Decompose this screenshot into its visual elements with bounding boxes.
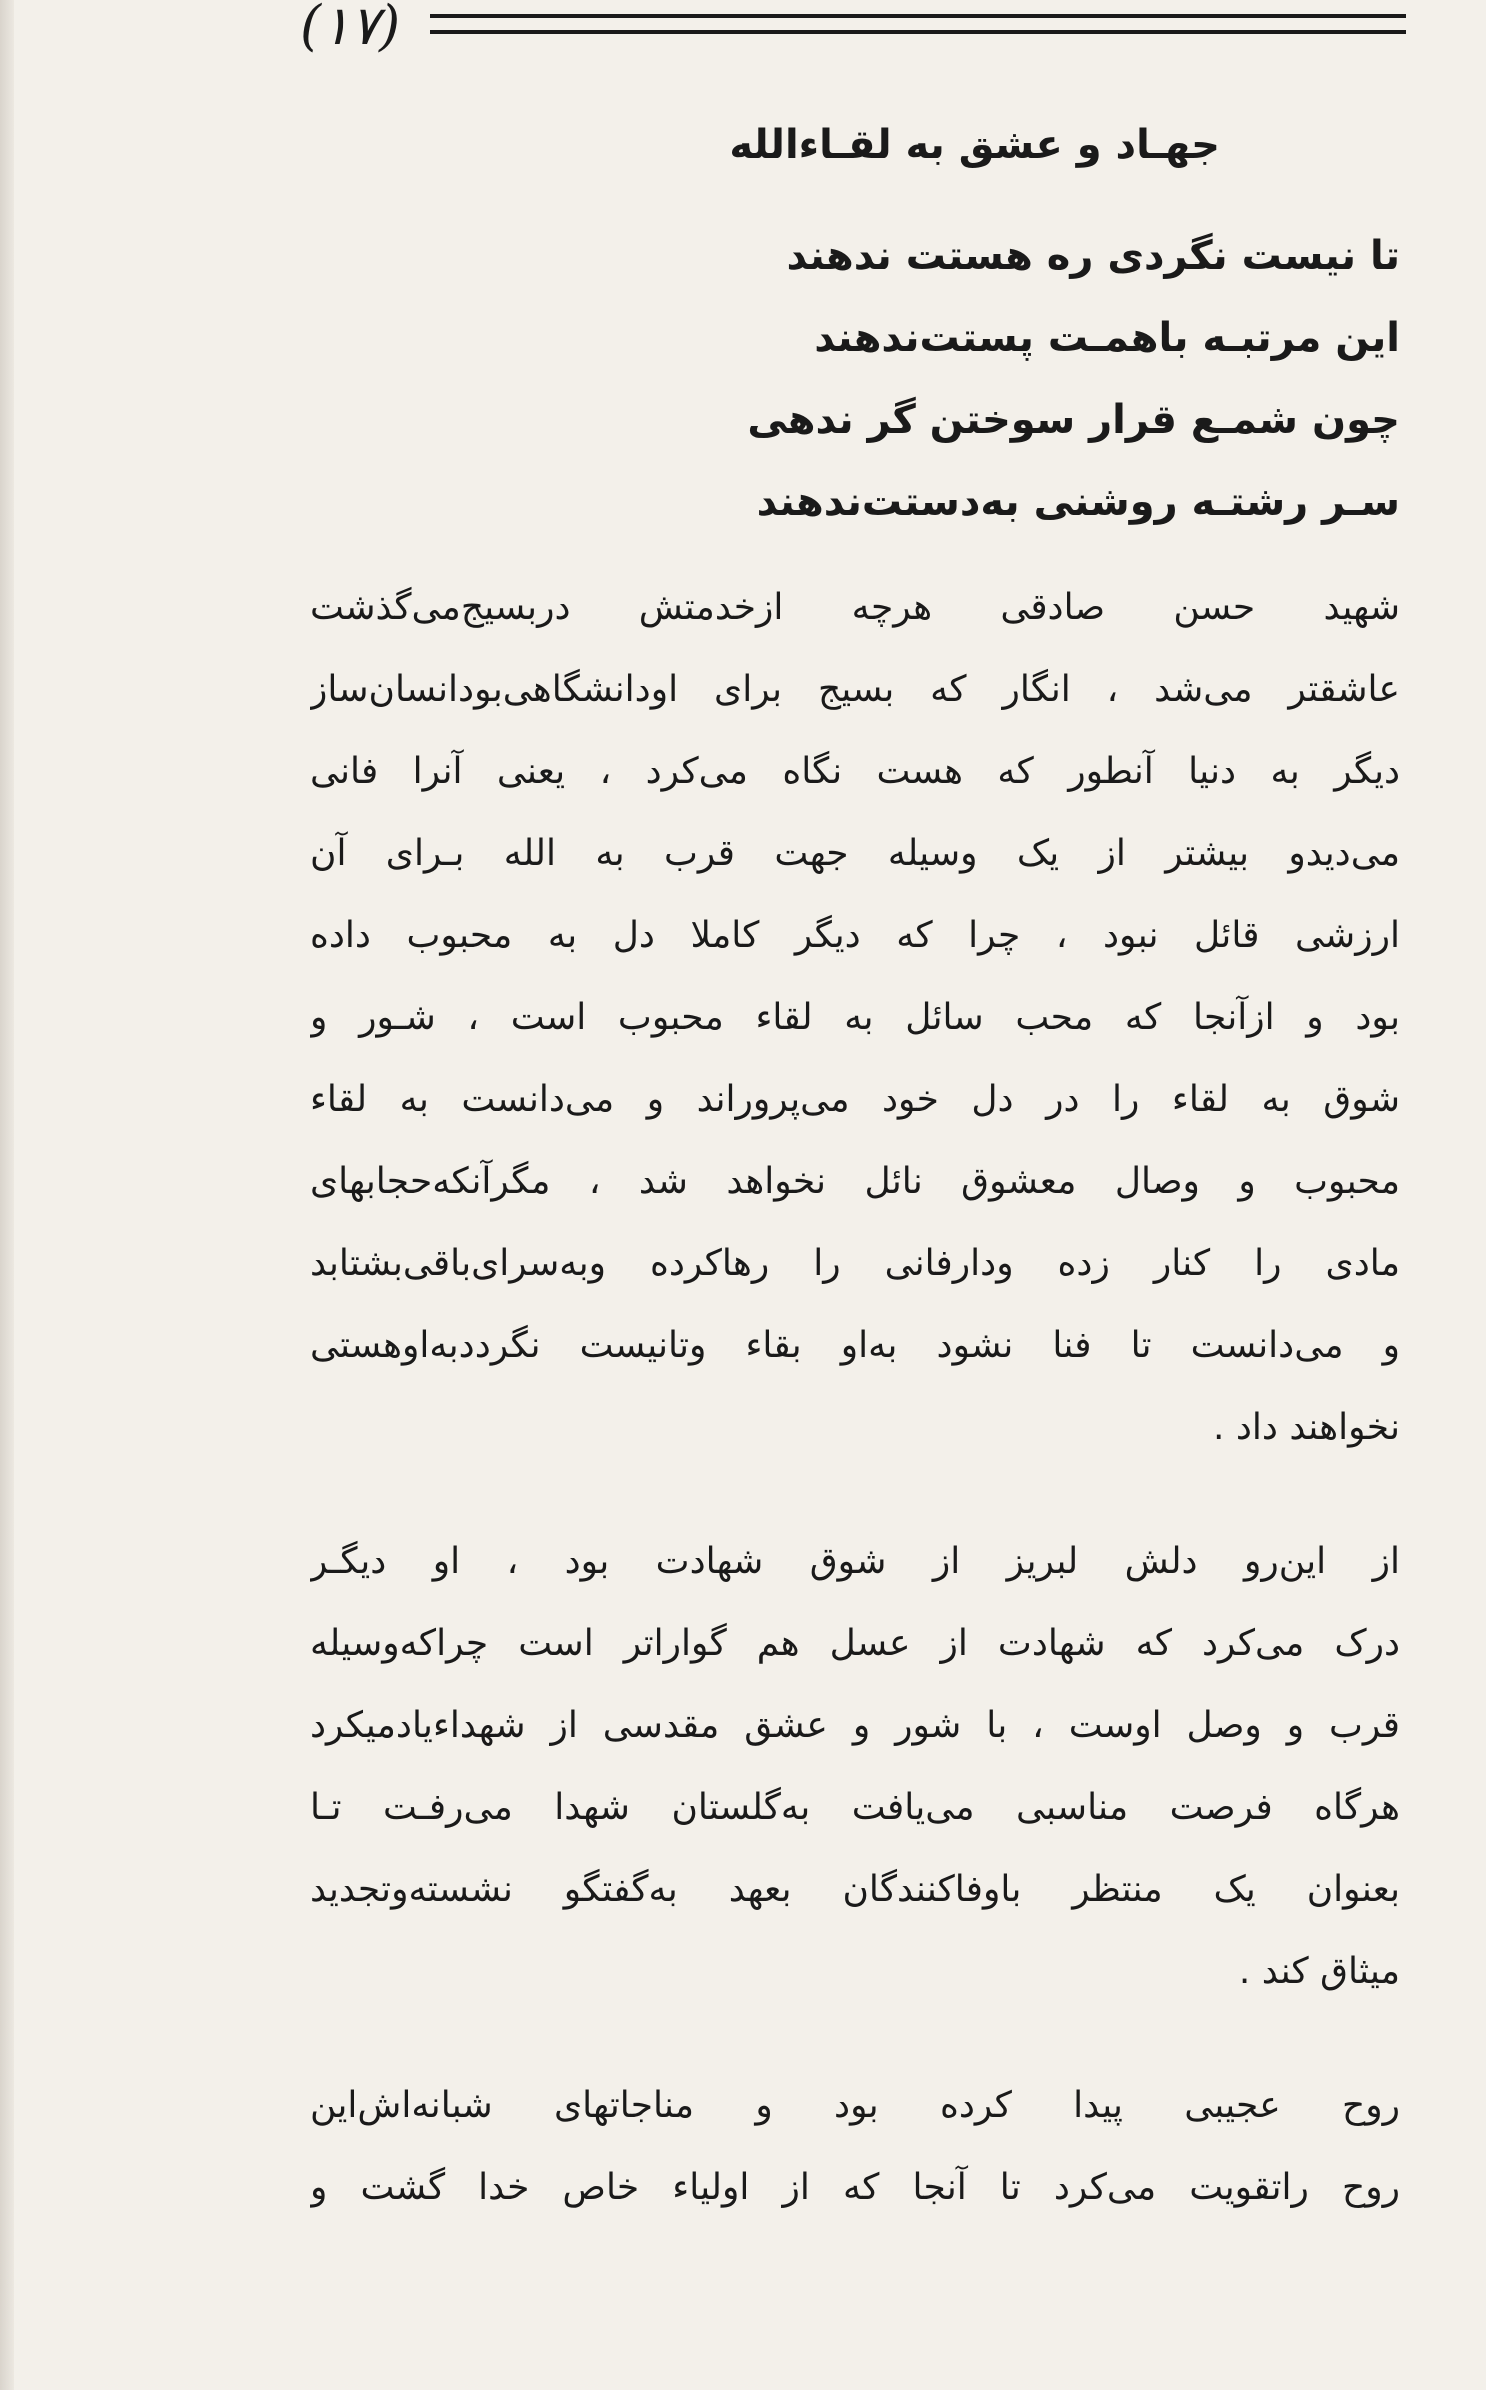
page-number: (۱۷) [300,0,401,57]
text-line: عاشقتر می‌شد ، انگار که بسیج برای اودانشگاهی‌بودانسان‌ساز [310,669,1400,710]
paragraph-1 [310,567,1400,1469]
poem [310,215,1400,543]
text-line: روح عجیبی پیدا کرده بود و مناجاتهای شبانه‌اش‌این [310,2085,1400,2126]
text-line: بعنوان یک منتظر باوفاکنندگان بعهد به‌گفتگو نشسته‌وتجدید [310,1869,1400,1910]
text-line: قرب و وصل اوست ، با شور و عشق مقدسی از شهداءیادمیکرد [310,1705,1400,1746]
page-body [310,115,1400,2229]
paragraph-3 [310,2065,1400,2229]
header-rule-top [430,14,1406,18]
page-edge [0,0,14,2390]
text-line: درک می‌کرد که شهادت از عسل هم گواراتر است چراکه‌وسیله [310,1623,1400,1664]
poem-line: چون شمـع قرار سوختن گر ندهی [747,397,1400,443]
chapter-heading: جهـاد و عشق به لقـاءالله [729,122,1220,168]
text-line: می‌دیدو بیشتر از یک وسیله جهت قرب به الله بـرای آن [310,833,1400,874]
text-line: هرگاه فرصت مناسبی می‌یافت به‌گلستان شهدا می‌رفـت تـا [310,1787,1400,1828]
paragraph-gap [310,1469,1400,1497]
text-line: شهید حسن صادقی هرچه ازخدمتش دربسیج‌می‌گذشت [310,587,1400,628]
header-rule-bottom [430,30,1406,34]
text-line: از این‌رو دلش لبریز از شوق شهادت بود ، او دیگـر [310,1541,1400,1582]
paragraph-2 [310,1521,1400,2013]
text-line: مادی را کنار زده ودارفانی را رهاکرده وبه‌سرای‌باقی‌بشتابد [310,1243,1400,1284]
text-line: شوق به لقاء را در دل خود می‌پروراند و می‌دانست به لقاء [310,1079,1400,1120]
poem-line: سـر رشتـه روشنی به‌دستت‌ندهند [756,479,1400,525]
text-line: بود و ازآنجا که محب سائل به لقاء محبوب است ، شـور و [310,997,1400,1038]
poem-line: این مرتبـه باهمـت پستت‌ندهند [814,315,1400,361]
page-header [300,0,1406,57]
text-line: دیگر به دنیا آنطور که هست نگاه می‌کرد ، یعنی آنرا فانی [310,751,1400,792]
paragraph-gap [310,2013,1400,2041]
text-line: ارزشی قائل نبود ، چرا که دیگر کاملا دل به محبوب داده [310,915,1400,956]
text-line: روح راتقویت می‌کرد تا آنجا که از اولیاء خاص خدا گشت و [310,2167,1400,2208]
text-line: محبوب و وصال معشوق نائل نخواهد شد ، مگرآنکه‌حجابهای [310,1161,1400,1202]
poem-line: تا نیست نگردی ره هستت ندهند [786,233,1400,279]
text-line: میثاق کند . [1238,1951,1400,1992]
text-line: و می‌دانست تا فنا نشود به‌او بقاء وتانیست نگرددبه‌اوهستی [310,1325,1400,1366]
text-line: نخواهند داد . [1213,1407,1400,1448]
